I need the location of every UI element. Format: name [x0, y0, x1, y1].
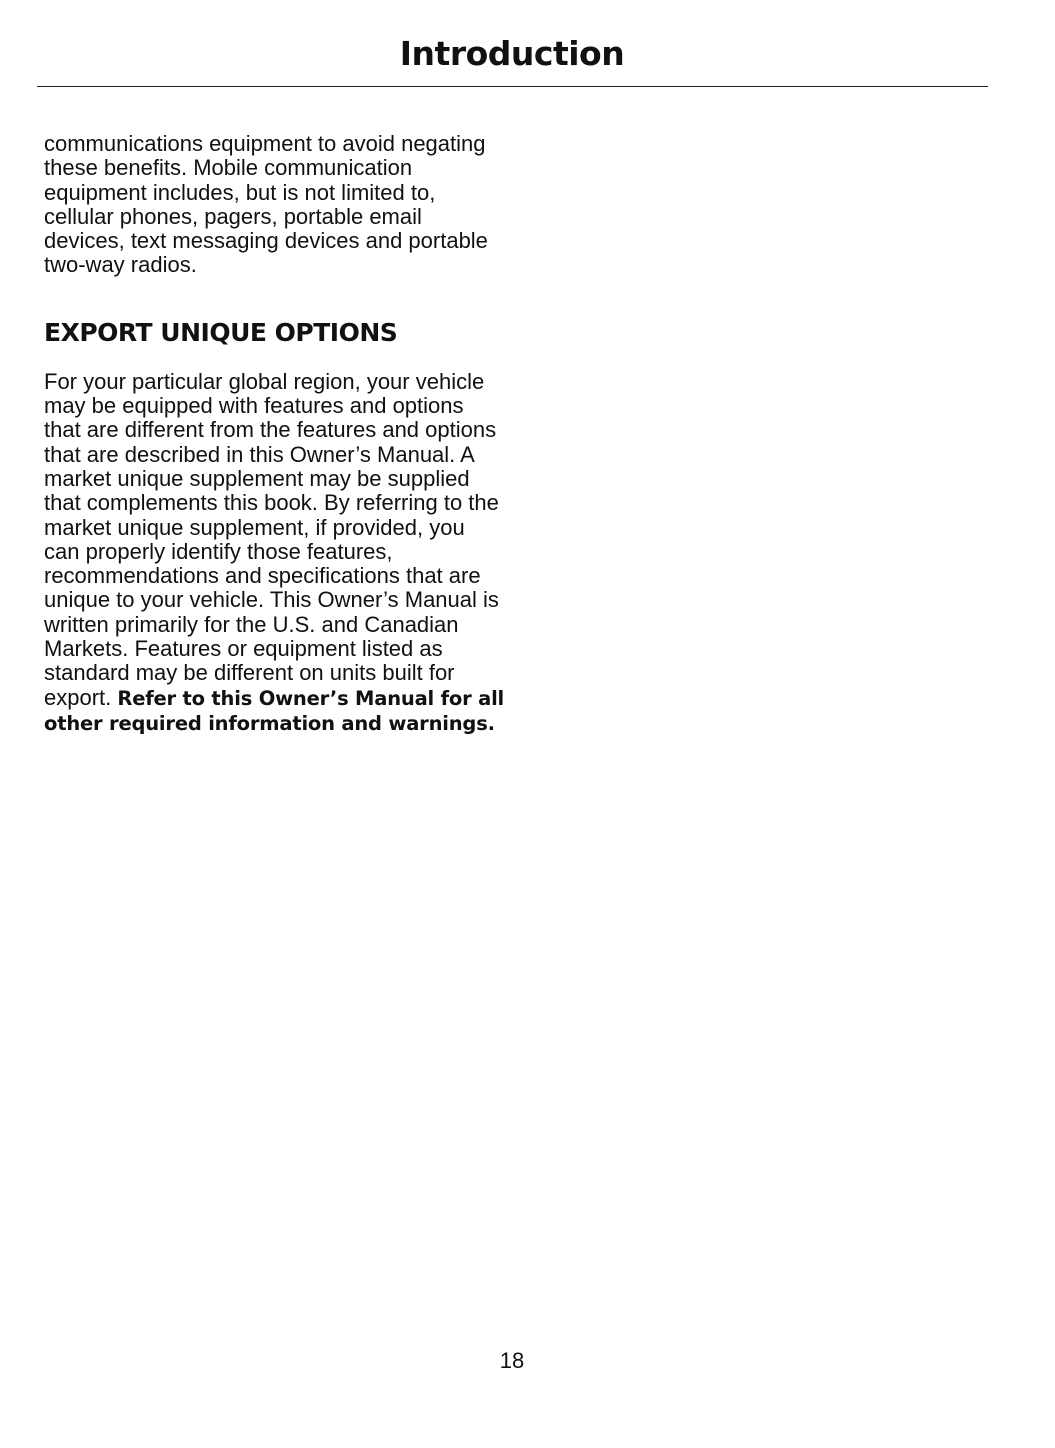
text-column — [44, 132, 506, 736]
section-paragraph — [44, 370, 506, 736]
page-number: 18 — [499, 1348, 525, 1373]
page-header — [0, 30, 1024, 78]
intro-paragraph: communications equipment to avoid negating these benefits. Mobile communication equipment includes, but is not limited to, cellular phones, pagers, portable email devices, text messaging devices and portable two-way radios. — [44, 131, 488, 278]
header-divider — [37, 86, 988, 87]
section-heading: EXPORT UNIQUE OPTIONS — [44, 317, 398, 347]
section-paragraph-text: For your particular global region, your vehicle may be equipped with features and options that are different from the features and options that are described in this Owner’s Manual. A market unique supplement may be supplied that complements this book. By referring to the market unique supplement, if provided, you can properly identify those features, recommendations and specifications that are unique to your vehicle. This Owner’s Manual is written primarily for the U.S. and Canadian Markets. Features or equipment listed as standard may be different on units built for export. — [44, 368, 499, 710]
page-title: Introduction — [399, 34, 625, 73]
section-paragraph-bold: Refer to this Owner’s Manual for all other required information and warnings. — [44, 686, 505, 735]
